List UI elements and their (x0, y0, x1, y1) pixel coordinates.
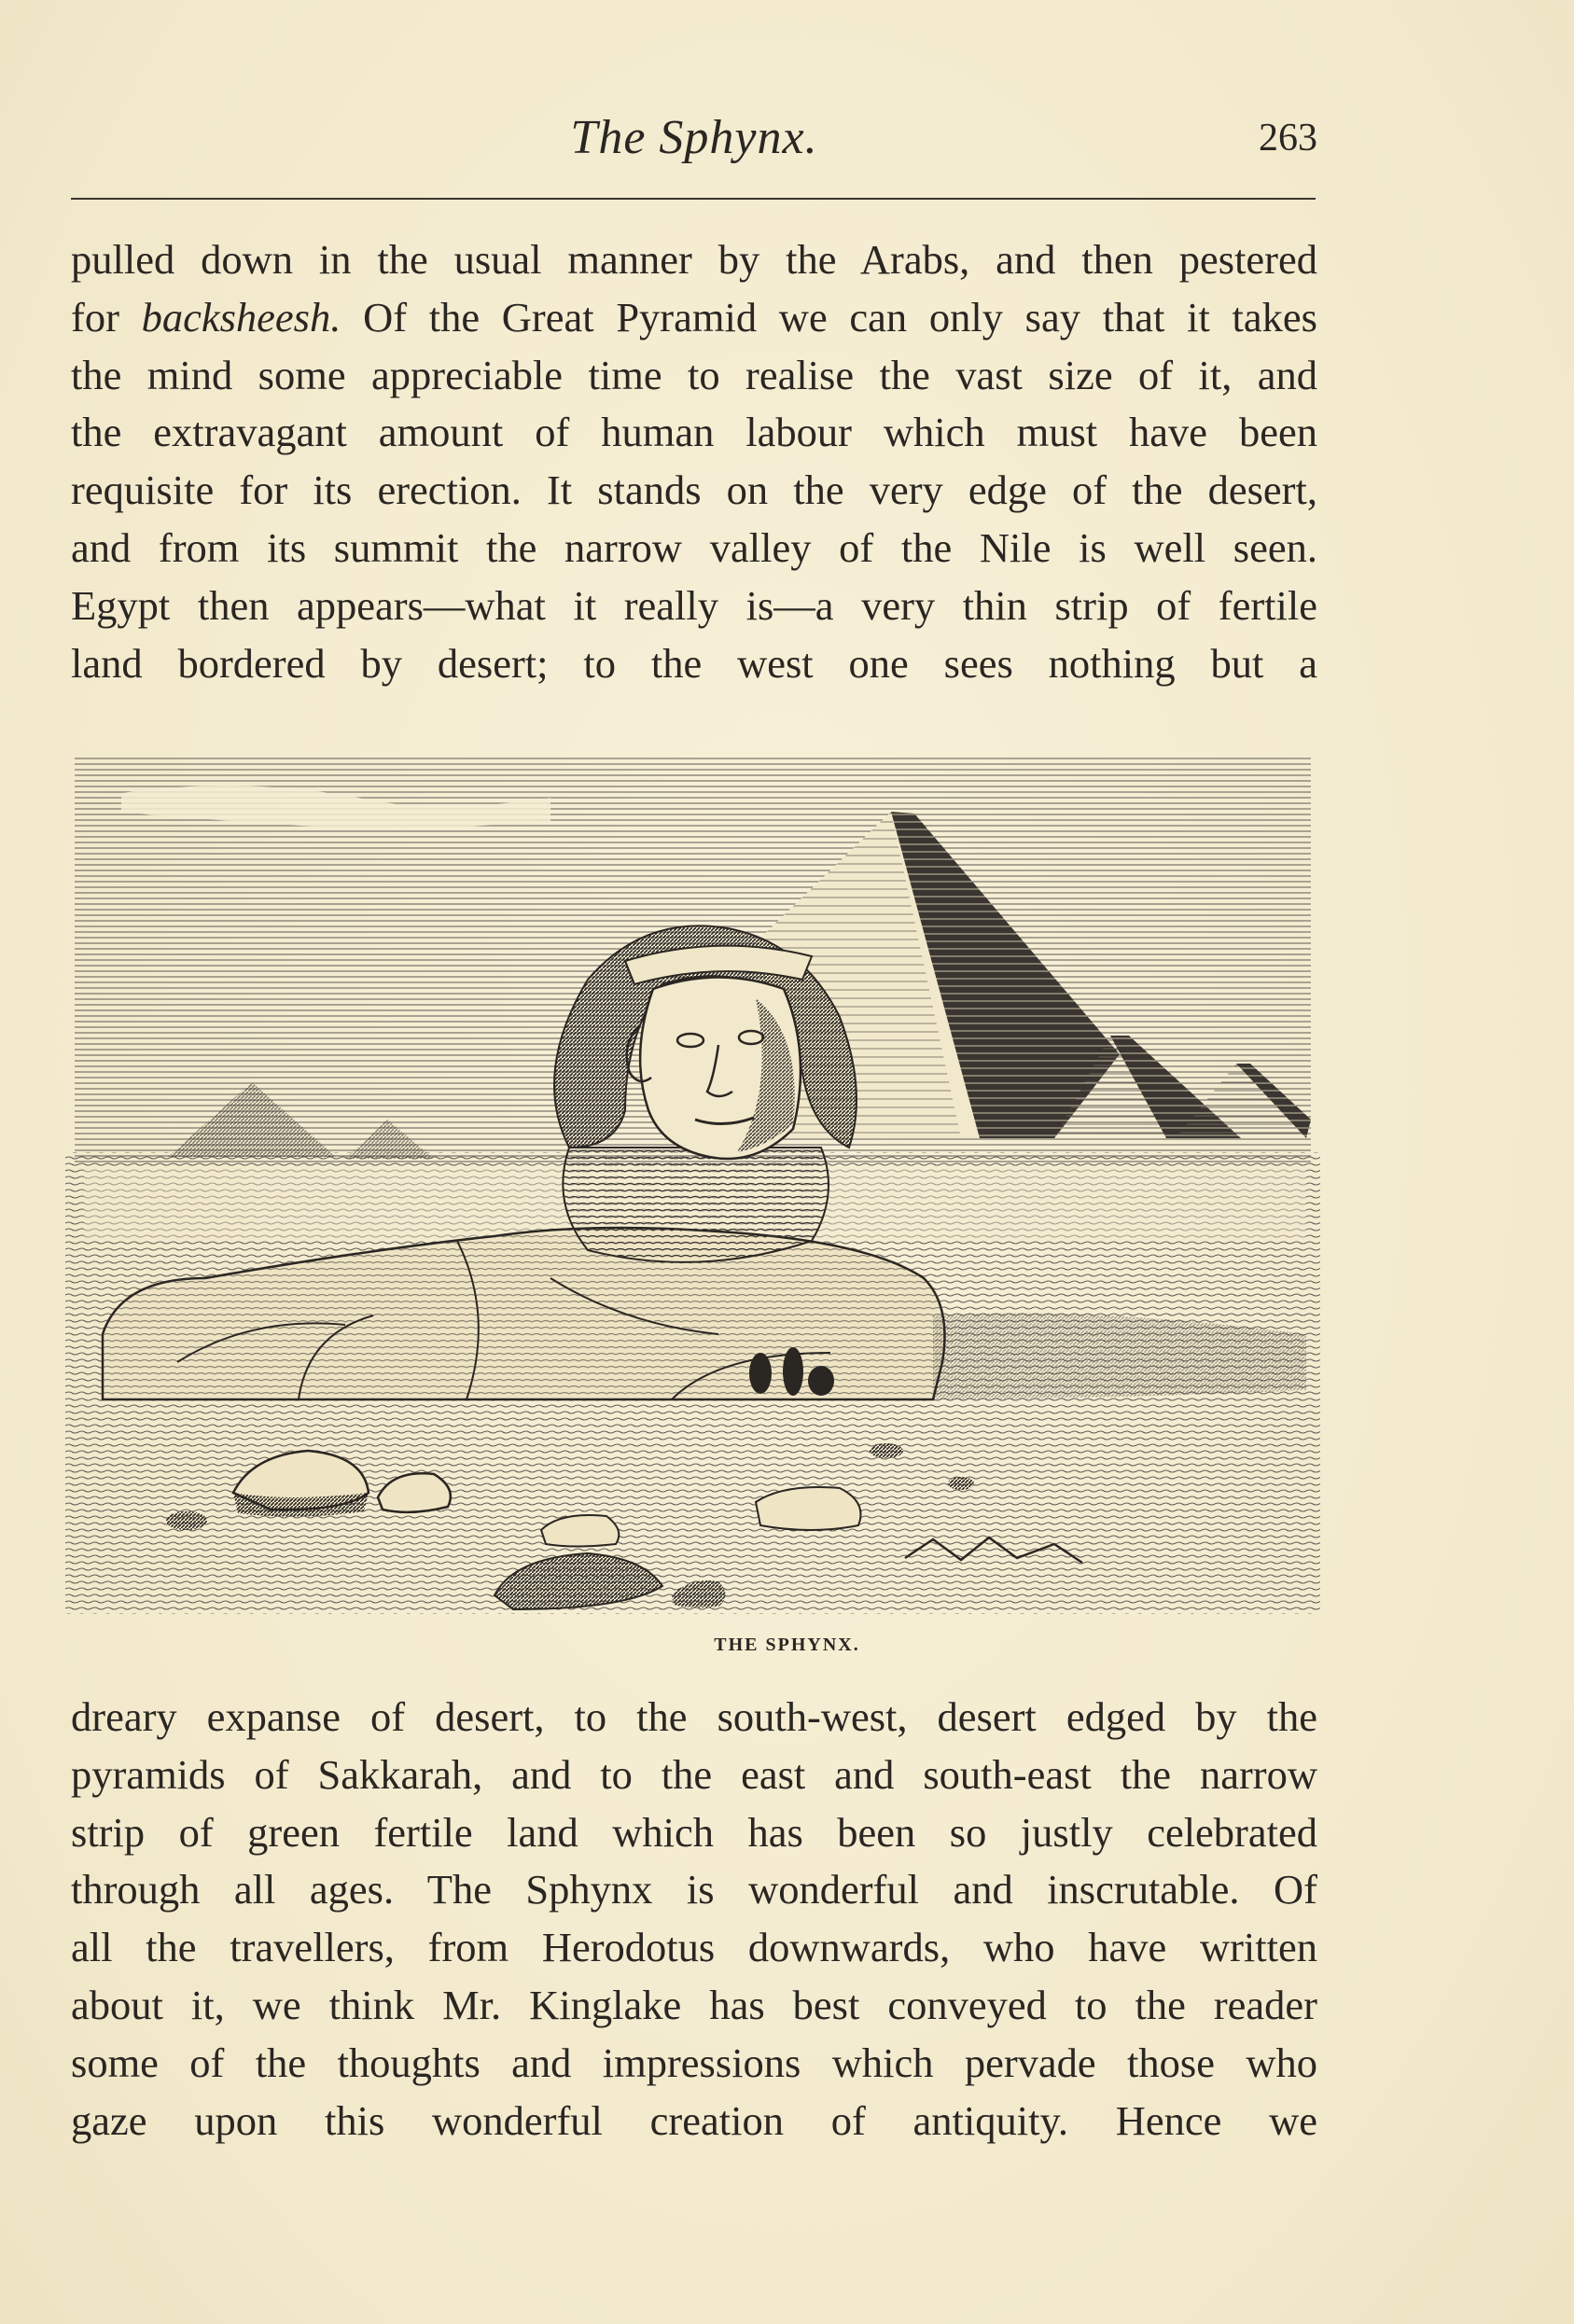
text-line: the mind some appreciable time to realise the vast size of it, and (71, 351, 1317, 398)
text-line: some of the thoughts and impressions which pervade those who (71, 2039, 1317, 2086)
text-line (71, 289, 1317, 347)
paragraph-top (71, 231, 1317, 692)
figure-caption: THE SPHYNX. (714, 1635, 860, 1655)
text-line: strip of green fertile land which has been so justly celebrated (71, 1808, 1317, 1856)
sphinx-neck (563, 1148, 829, 1262)
text-line: the extravagant amount of human labour which must have been (71, 409, 1317, 456)
text-line: pulled down in the usual manner by the Arabs, and then pestered (71, 236, 1317, 283)
italic-word: backsheesh. (141, 293, 341, 341)
running-title: The Sphynx. (570, 111, 818, 164)
text-line: pyramids of Sakkarah, and to the east and south-east the narrow (71, 1750, 1317, 1798)
text-line: and from its summit the narrow valley of the Nile is well seen. (71, 523, 1317, 571)
header-rule (71, 198, 1316, 200)
text-line: about it, we think Mr. Kinglake has best conveyed to the reader (71, 1981, 1317, 2028)
text-line: requisite for its erection. It stands on the very edge of the desert, (71, 466, 1317, 514)
text-line: gaze upon this wonderful creation of antiquity. Hence we (71, 2096, 1317, 2144)
text-fragment: Of the Great Pyramid we can only say that it takes (363, 293, 1317, 341)
paragraph-bottom (71, 1689, 1317, 2150)
page-number: 263 (1259, 117, 1317, 160)
text-line: dreary expanse of desert, to the south-west, desert edged by the (71, 1693, 1317, 1740)
running-head (71, 110, 1317, 175)
text-fragment: for (71, 293, 119, 341)
sphynx-engraving (65, 756, 1320, 1614)
text-line: through all ages. The Sphynx is wonderful and inscrutable. Of (71, 1866, 1317, 1913)
text-line: all the travellers, from Herodotus downwards, who have written (71, 1924, 1317, 1971)
text-line: Egypt then appears—what it really is—a very thin strip of fertile (71, 581, 1317, 629)
text-line: land bordered by desert; to the west one sees nothing but a (71, 639, 1317, 687)
